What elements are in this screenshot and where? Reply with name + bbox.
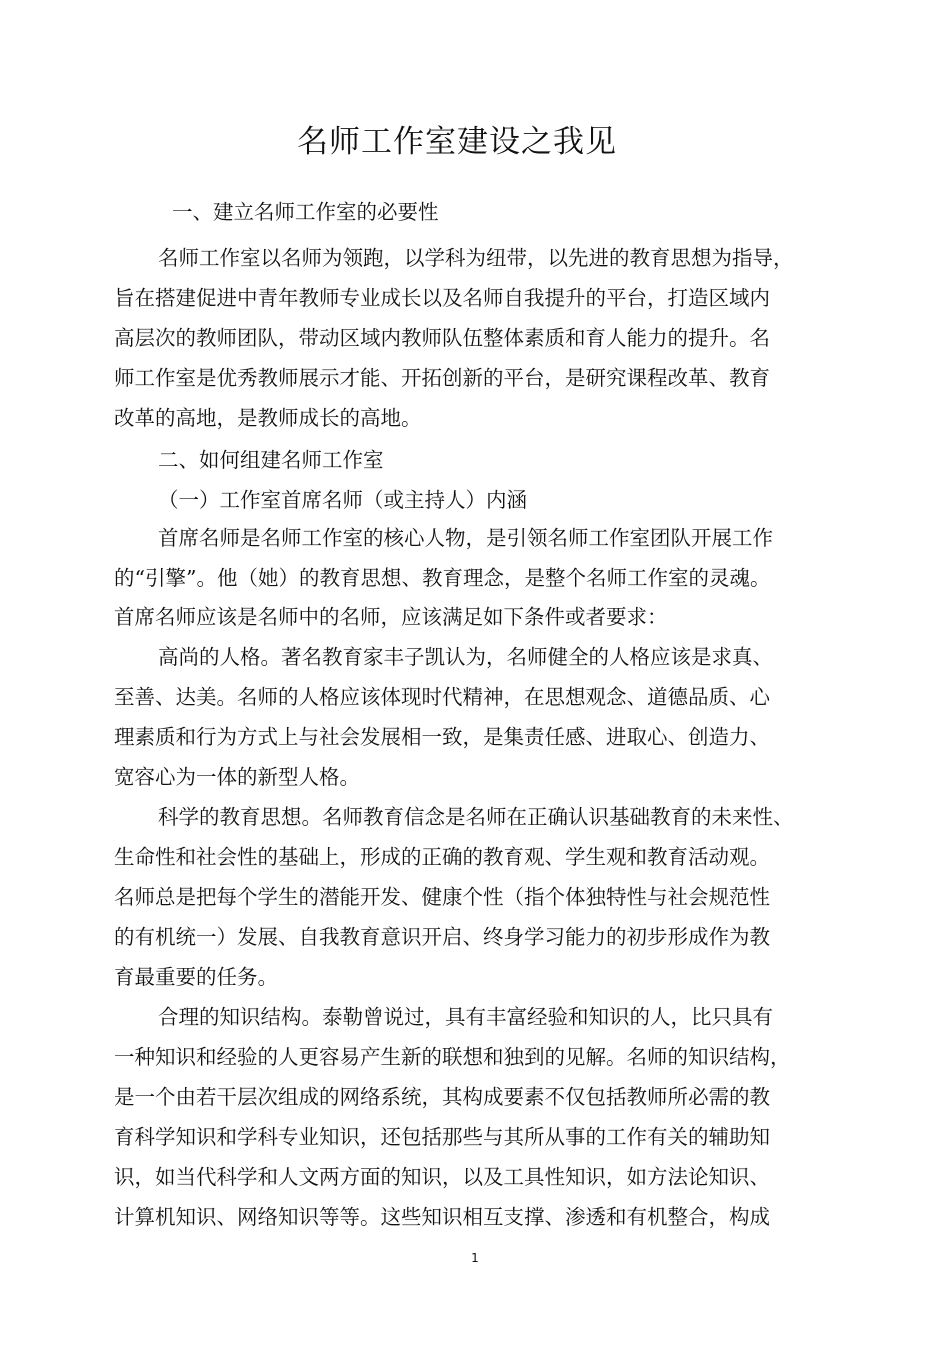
paragraph-line: 理素质和行为方式上与社会发展相一致，是集责任感、进取心、创造力、 [114,725,770,749]
paragraph-line: 科学的教育思想。名师教育信念是名师在正确认识基础教育的未来性、 [158,805,794,829]
page-number: 1 [471,1251,479,1265]
paragraph-line: 是一个由若干层次组成的网络系统，其构成要素不仅包括教师所必需的教 [114,1085,770,1109]
paragraph-line: 生命性和社会性的基础上，形成的正确的教育观、学生观和教育活动观。 [114,845,770,869]
subsection-heading: （一）工作室首席名师（或主持人）内涵 [158,488,527,512]
paragraph-line: 计算机知识、网络知识等等。这些知识相互支撑、渗透和有机整合，构成 [114,1205,770,1229]
paragraph-line: 师工作室是优秀教师展示才能、开拓创新的平台，是研究课程改革、教育 [114,366,770,390]
paragraph-line: 识，如当代科学和人文两方面的知识，以及工具性知识，如方法论知识、 [114,1165,770,1189]
document-title: 名师工作室建设之我见 [297,124,617,160]
section-heading: 二、如何组建名师工作室 [158,448,384,472]
paragraph-line: 首席名师是名师工作室的核心人物，是引领名师工作室团队开展工作 [158,526,773,550]
section-heading: 一、建立名师工作室的必要性 [172,200,439,224]
paragraph-line: 旨在搭建促进中青年教师专业成长以及名师自我提升的平台，打造区域内 [114,286,770,310]
paragraph-line: 改革的高地，是教师成长的高地。 [114,406,422,430]
paragraph-line: 首席名师应该是名师中的名师，应该满足如下条件或者要求： [114,605,668,629]
paragraph-line: 育最重要的任务。 [114,965,278,989]
paragraph-line: 一种知识和经验的人更容易产生新的联想和独到的见解。名师的知识结构， [114,1045,791,1069]
paragraph-line: 育科学知识和学科专业知识，还包括那些与其所从事的工作有关的辅助知 [114,1125,770,1149]
paragraph-line: 的有机统一）发展、自我教育意识开启、终身学习能力的初步形成作为教 [114,925,770,949]
paragraph-line: 名师总是把每个学生的潜能开发、健康个性（指个体独特性与社会规范性 [114,885,770,909]
paragraph-line: 高尚的人格。著名教育家丰子凯认为，名师健全的人格应该是求真、 [158,645,773,669]
paragraph-line: 宽容心为一体的新型人格。 [114,765,360,789]
paragraph-line: 合理的知识结构。泰勒曾说过，具有丰富经验和知识的人，比只具有 [158,1005,773,1029]
paragraph-line: 高层次的教师团队，带动区域内教师队伍整体素质和育人能力的提升。名 [114,326,770,350]
paragraph-line: 的“引擎”。他（她）的教育思想、教育理念，是整个名师工作室的灵魂。 [114,566,771,590]
paragraph-line: 至善、达美。名师的人格应该体现时代精神，在思想观念、道德品质、心 [114,685,770,709]
paragraph-line: 名师工作室以名师为领跑，以学科为纽带，以先进的教育思想为指导， [158,246,794,270]
